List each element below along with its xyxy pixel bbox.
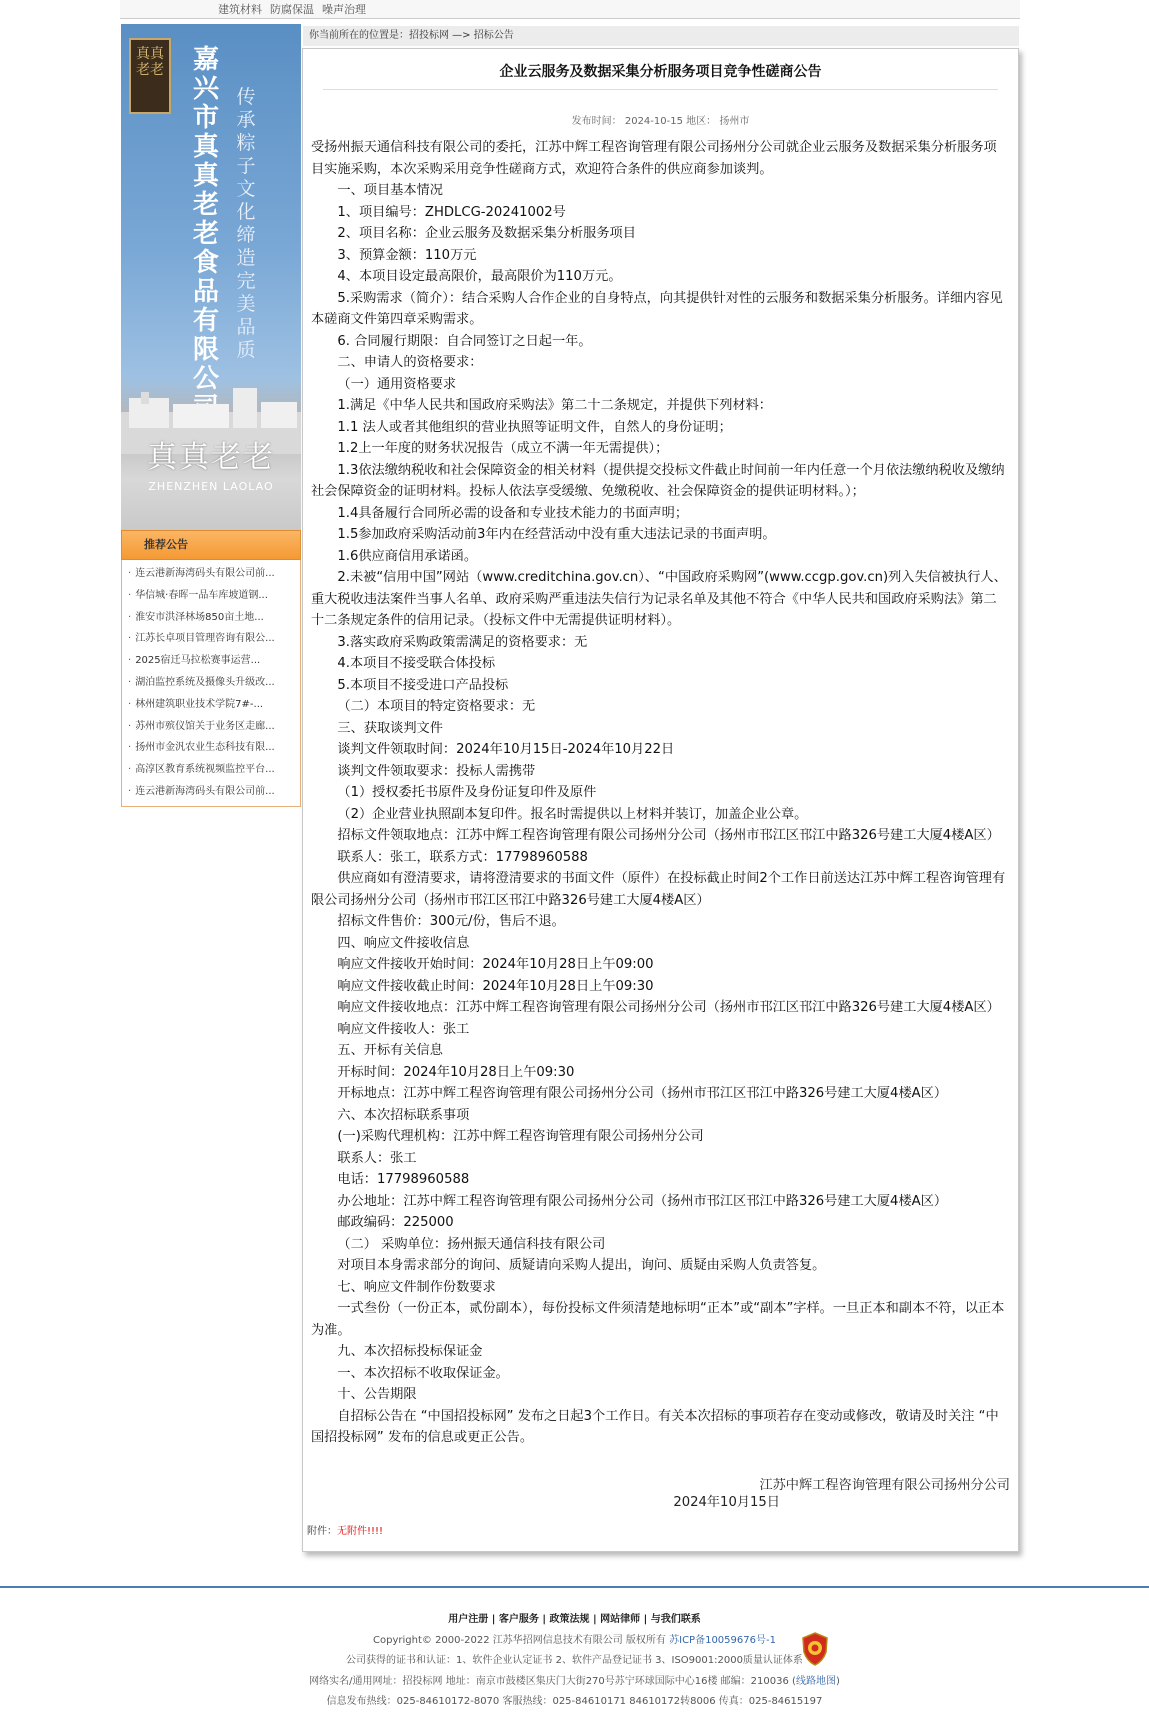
article-paragraph: 九、本次招标投标保证金 bbox=[337, 1344, 483, 1359]
article-paragraph: 1.3依法缴纳税收和社会保障资金的相关材料（提供提交投标文件截止时间前一年内任意一个月依法缴纳税收及缴纳社会保障资金的证明材料。投标人依法享受缓缴、免缴税收、社会保障资金的提供证明材料。）； bbox=[311, 462, 1005, 499]
article-paragraph: 6. 合同履行期限：自合同签订之日起一年。 bbox=[337, 333, 592, 349]
article-paragraph: 开标时间：2024年10月28日上午09:30 bbox=[337, 1064, 575, 1080]
banner-slogan: 传承粽子文化 缔造完美品质 bbox=[236, 86, 256, 361]
article-paragraph: 4.本项目不接受联合体投标 bbox=[337, 656, 496, 671]
article-paragraph: 一、本次招标不收取保证金。 bbox=[337, 1365, 509, 1381]
article-paragraph: 受扬州振天通信科技有限公司的委托，江苏中辉工程咨询管理有限公司扬州分公司就企业云服务及数据采集分析服务项目实施采购，本次采购采用竞争性磋商方式，欢迎符合条件的供应商参加谈判。 bbox=[311, 140, 997, 177]
signature-block bbox=[673, 1477, 1010, 1511]
footer bbox=[0, 1610, 1149, 1713]
article-paragraph: 五、开标有关信息 bbox=[337, 1043, 443, 1058]
article-paragraph: 5.采购需求（简介）：结合采购人合作企业的自身特点，向其提供针对性的云服务和数据采集分析服务。详细内容见本磋商文件第四章采购需求。 bbox=[311, 290, 1003, 327]
article-paragraph: 1.5参加政府采购活动前3年内在经营活动中没有重大违法记录的书面声明。 bbox=[337, 527, 776, 542]
logo-text: 真真老老 bbox=[136, 46, 164, 78]
recommend-item[interactable]: · 扬州市金汎农业生态科技有限... bbox=[122, 737, 300, 759]
footer-link-lawyer[interactable]: 网站律师 bbox=[600, 1614, 641, 1625]
article-paragraph: （1）授权委托书原件及身份证复印件及原件 bbox=[337, 785, 597, 800]
article-paragraph: （一）通用资格要求 bbox=[337, 376, 457, 392]
article-paragraph: 联系人：张工，联系方式：17798960588 bbox=[337, 849, 588, 865]
attachment-line bbox=[307, 1522, 383, 1537]
article-paragraph: 三、获取谈判文件 bbox=[337, 720, 443, 736]
recommend-item[interactable]: · 淮安市洪泽林场850亩土地... bbox=[122, 607, 300, 629]
left-sidebar bbox=[121, 24, 301, 807]
footer-link-policy[interactable]: 政策法规 bbox=[549, 1614, 590, 1625]
article-paragraph: 一、项目基本情况 bbox=[337, 183, 443, 198]
article-paragraph: 1.2上一年度的财务状况报告（成立不满一年无需提供）； bbox=[337, 441, 669, 456]
article-paragraph: （2）企业营业执照副本复印件。报名时需提供以上材料并装订，加盖企业公章。 bbox=[337, 806, 808, 822]
police-badge-icon[interactable] bbox=[801, 1632, 829, 1666]
ad-banner[interactable] bbox=[121, 24, 301, 530]
article-paragraph: 2、项目名称：企业云服务及数据采集分析服务项目 bbox=[337, 226, 636, 241]
title-divider bbox=[323, 89, 998, 90]
footer-copyright bbox=[0, 1631, 1149, 1652]
article-paragraph: 2.未被“信用中国”网站（www.creditchina.gov.cn）、“中国政府采购网”(www.ccgp.gov.cn)列入失信被执行人、重大税收违法案件当事人名单、政府采购严重违法失信行为记录名单及其他不符合《中华人民共和国政府采购法》第二十二条规定条件的信用记录。（投标文件中无需提供证明材料）。 bbox=[311, 570, 1007, 628]
recommend-item[interactable]: · 湖泊监控系统及摄像头升级改... bbox=[122, 672, 300, 694]
article-paragraph: 4、本项目设定最高限价，最高限价为110万元。 bbox=[337, 269, 622, 284]
article-paragraph: 开标地点：江苏中辉工程咨询管理有限公司扬州分公司（扬州市邗江区邗江中路326号建工大厦4楼A区） bbox=[337, 1086, 948, 1101]
article-paragraph: 招标文件领取地点：江苏中辉工程咨询管理有限公司扬州分公司（扬州市邗江区邗江中路326号建工大厦4楼A区） bbox=[337, 828, 1000, 843]
article-paragraph: 自招标公告在 “中国招投标网” 发布之日起3个工作日。有关本次招标的事项若存在变动或修改，敬请及时关注 “中国招投标网” 发布的信息或更正公告。 bbox=[311, 1408, 999, 1445]
article-paragraph: 四、响应文件接收信息 bbox=[337, 935, 470, 951]
article-paragraph: 1.6供应商信用承诺函。 bbox=[337, 548, 478, 564]
article-paragraph: 响应文件接收开始时间：2024年10月28日上午09:00 bbox=[337, 957, 654, 972]
sign-company: 江苏中辉工程咨询管理有限公司扬州分公司 bbox=[759, 1478, 1010, 1493]
nav-link-noise[interactable]: 噪声治理 bbox=[322, 3, 366, 16]
recommend-title bbox=[121, 530, 301, 560]
breadcrumb-text[interactable]: 你当前所在的位置是：招投标网 —> 招标公告 bbox=[309, 30, 514, 41]
article-paragraph: 5.本项目不接受进口产品投标 bbox=[337, 677, 509, 693]
article-body bbox=[311, 137, 1009, 1449]
article-paragraph: 邮政编码：225000 bbox=[337, 1215, 454, 1230]
article-paragraph: 谈判文件领取时间：2024年10月15日-2024年10月22日 bbox=[337, 742, 675, 757]
breadcrumb bbox=[303, 26, 1019, 46]
attachment-value: 无附件!!!! bbox=[337, 1526, 384, 1537]
banner-brand-cn: 真真老老 bbox=[147, 440, 275, 475]
nav-link-anticorrosion[interactable]: 防腐保温 bbox=[270, 3, 314, 16]
article-paragraph: 1.4具备履行合同所必需的设备和专业技术能力的书面声明； bbox=[337, 505, 689, 521]
article-paragraph: 六、本次招标联系事项 bbox=[337, 1107, 470, 1123]
footer-link-service[interactable]: 客户服务 bbox=[498, 1614, 539, 1625]
article-paragraph: 办公地址：江苏中辉工程咨询管理有限公司扬州分公司（扬州市邗江区邗江中路326号建工大厦4楼A区） bbox=[337, 1193, 948, 1209]
footer-divider bbox=[0, 1586, 1149, 1588]
footer-links: 用户注册 | 客户服务 | 政策法规 | 网站律师 | 与我们联系 bbox=[448, 1614, 701, 1625]
article-paragraph: （二）本项目的特定资格要求：无 bbox=[337, 699, 536, 714]
article-paragraph: 响应文件接收截止时间：2024年10月28日上午09:30 bbox=[337, 978, 654, 994]
article-paragraph: 供应商如有澄清要求，请将澄清要求的书面文件（原件）在投标截止时间2个工作日前送达江苏中辉工程咨询管理有限公司扬州分公司（扬州市邗江区邗江中路326号建工大厦4楼A区） bbox=[311, 871, 1006, 908]
article-paragraph: 招标文件售价：300元/份，售后不退。 bbox=[337, 914, 565, 929]
article-paragraph: 七、响应文件制作份数要求 bbox=[337, 1279, 496, 1295]
recommend-title-text: 推荐公告 bbox=[144, 538, 188, 551]
footer-hotlines: 信息发布热线：025-84610172-8070 客服热线：025-84610171 84610172转8006 传真：025-84615197 bbox=[326, 1696, 823, 1707]
article-paragraph: 3.落实政府采购政策需满足的资格要求：无 bbox=[337, 634, 588, 650]
attachment-label: 附件： bbox=[307, 1526, 337, 1537]
recommend-item[interactable]: · 2025宿迁马拉松赛事运营... bbox=[122, 650, 300, 672]
article-paragraph: (一)采购代理机构：江苏中辉工程咨询管理有限公司扬州分公司 bbox=[337, 1129, 704, 1144]
article-meta: 发布时间： 2024-10-15 地区： 扬州市 bbox=[571, 116, 750, 127]
recommend-item[interactable]: · 苏州市殡仪馆关于业务区走廊... bbox=[122, 716, 300, 738]
map-link[interactable]: 线路地图 bbox=[795, 1675, 836, 1687]
article-paragraph: 电话：17798960588 bbox=[337, 1172, 470, 1187]
article-title: 企业云服务及数据采集分析服务项目竞争性磋商公告 bbox=[499, 64, 822, 80]
icp-link[interactable]: 苏ICP备10059676号-1 bbox=[669, 1634, 776, 1646]
sign-date: 2024年10月15日 bbox=[673, 1495, 780, 1510]
footer-link-register[interactable]: 用户注册 bbox=[448, 1614, 489, 1625]
recommend-item[interactable]: · 连云港新海湾码头有限公司前... bbox=[122, 563, 300, 585]
article-paragraph: 十、公告期限 bbox=[337, 1387, 417, 1402]
article-paragraph: 联系人：张工 bbox=[337, 1150, 417, 1166]
footer-link-contact[interactable]: 与我们联系 bbox=[650, 1614, 701, 1625]
recommend-item[interactable]: · 林州建筑职业技术学院7#-... bbox=[122, 694, 300, 716]
article-paragraph: 1.1 法人或者其他组织的营业执照等证明文件，自然人的身份证明； bbox=[337, 419, 732, 435]
article-paragraph: 一式叁份（一份正本，贰份副本），每份投标文件须清楚地标明“正本”或“副本”字样。一旦正本和副本不符，以正本为准。 bbox=[311, 1301, 1005, 1338]
article-paragraph: 谈判文件领取要求：投标人需携带 bbox=[337, 763, 536, 779]
address-text: 网络实名/通用网址：招投标网 地址：南京市鼓楼区集庆门大街270号苏宁环球国际中心16楼 邮编：210036 bbox=[309, 1675, 789, 1687]
recommend-item[interactable]: · 连云港新海湾码头有限公司前... bbox=[122, 781, 300, 803]
nav-link-building-materials[interactable]: 建筑材料 bbox=[218, 3, 262, 16]
article-paragraph: 二、申请人的资格要求： bbox=[337, 355, 483, 370]
article-paragraph: 1、项目编号：ZHDLCG-20241002号 bbox=[337, 204, 566, 220]
article-panel bbox=[302, 48, 1019, 1552]
footer-certs: 公司获得的证书和认证：1、软件企业认定证书 2、软件产品登记证书 3、ISO9001:2000质量认证体系 bbox=[346, 1655, 803, 1666]
article-paragraph: （二） 采购单位：扬州振天通信科技有限公司 bbox=[337, 1236, 606, 1252]
article-paragraph: 3、预算金额：110万元 bbox=[337, 247, 477, 263]
footer-address: 网络实名/通用网址：招投标网 地址：南京市鼓楼区集庆门大街270号苏宁环球国际中心16楼 邮编：210036 (线路地图) bbox=[309, 1675, 840, 1687]
brand-logo bbox=[129, 38, 171, 114]
article-paragraph: 响应文件接收人：张工 bbox=[337, 1021, 470, 1037]
recommend-item[interactable]: · 江苏长卓项目管理咨询有限公... bbox=[122, 628, 300, 650]
top-nav bbox=[120, 0, 1020, 19]
banner-brand-en: ZHENZHEN LAOLAO bbox=[148, 480, 274, 493]
article-paragraph: 1.满足《中华人民共和国政府采购法》第二十二条规定，并提供下列材料： bbox=[337, 398, 772, 413]
article-paragraph: 响应文件接收地点：江苏中辉工程咨询管理有限公司扬州分公司（扬州市邗江区邗江中路326号建工大厦4楼A区） bbox=[337, 1000, 1000, 1015]
company-name: 嘉兴市真真老老食品有限公 bbox=[192, 45, 219, 394]
article-paragraph: 对项目本身需求部分的询问、质疑请向采购人提出，询问、质疑由采购人负责答复。 bbox=[337, 1258, 826, 1273]
recommend-item[interactable]: · 华信城·春晖一品车库坡道钢... bbox=[122, 585, 300, 607]
recommend-list bbox=[121, 560, 301, 807]
copyright-text: Copyright© 2000-2022 江苏华招网信息技术有限公司 版权所有 bbox=[373, 1634, 666, 1646]
recommend-item[interactable]: · 高淳区教育系统视频监控平台... bbox=[122, 759, 300, 781]
